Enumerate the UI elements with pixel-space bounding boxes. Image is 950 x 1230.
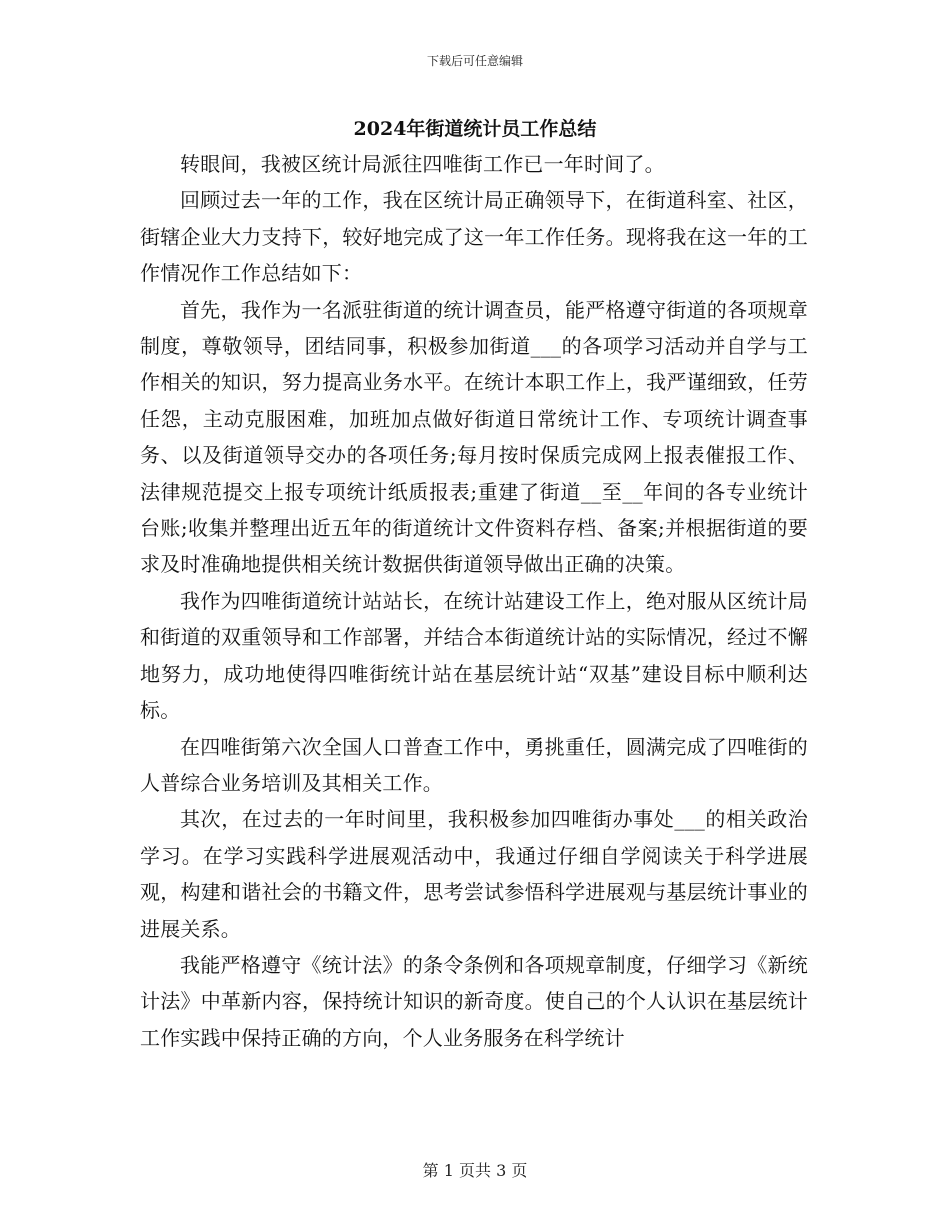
header-note: 下载后可任意编辑: [426, 54, 523, 68]
paragraph: 首先，我作为一名派驻街道的统计调查员，能严格遵守街道的各项规章制度，尊敬领导，团结同事，积极参加街道___的各项学习活动并自学与工作相关的知识，努力提高业务水平。在统计本职工作上，我严谨细致，任劳任怨，主动克服困难，加班加点做好街道日常统计工作、专项统计调查事务、以及街道领导交办的各项任务;每月按时保质完成网上报表催报工作、法律规范提交上报专项统计纸质报表;重建了街道__至__年间的各专业统计台账;收集并整理出近五年的街道统计文件资料存档、备案;并根据街道的要求及时准确地提供相关统计数据供街道领导做出正确的决策。: [140, 297, 808, 577]
page-number: 第 1 页共 3 页: [422, 1161, 528, 1180]
paragraph: 转眼间，我被区统计局派往四唯街工作已一年时间了。: [180, 152, 665, 176]
document-title: 2024年街道统计员工作总结: [353, 118, 597, 140]
paragraph: 我能严格遵守《统计法》的条令条例和各项规章制度，仔细学习《新统计法》中革新内容，保持统计知识的新奇度。使自己的个人认识在基层统计工作实践中保持正确的方向，个人业务服务在科学统计: [140, 952, 808, 1050]
paragraph: 回顾过去一年的工作，我在区统计局正确领导下，在街道科室、社区，街辖企业大力支持下，较好地完成了这一年工作任务。现将我在这一年的工作情况作工作总结如下：: [140, 188, 808, 286]
paragraph: 其次，在过去的一年时间里，我积极参加四唯街办事处___的相关政治学习。在学习实践科学进展观活动中，我通过仔细自学阅读关于科学进展观，构建和谐社会的书籍文件，思考尝试参悟科学进展观与基层统计事业的进展关系。: [140, 807, 808, 941]
paragraph: 在四唯街第六次全国人口普查工作中，勇挑重任，圆满完成了四唯街的人普综合业务培训及其相关工作。: [140, 734, 808, 795]
document-body: [140, 146, 808, 1056]
paragraph: 我作为四唯街道统计站站长，在统计站建设工作上，绝对服从区统计局和街道的双重领导和工作部署，并结合本街道统计站的实际情况，经过不懈地努力，成功地使得四唯街统计站在基层统计站“双基”建设目标中顺利达标。: [140, 588, 808, 723]
